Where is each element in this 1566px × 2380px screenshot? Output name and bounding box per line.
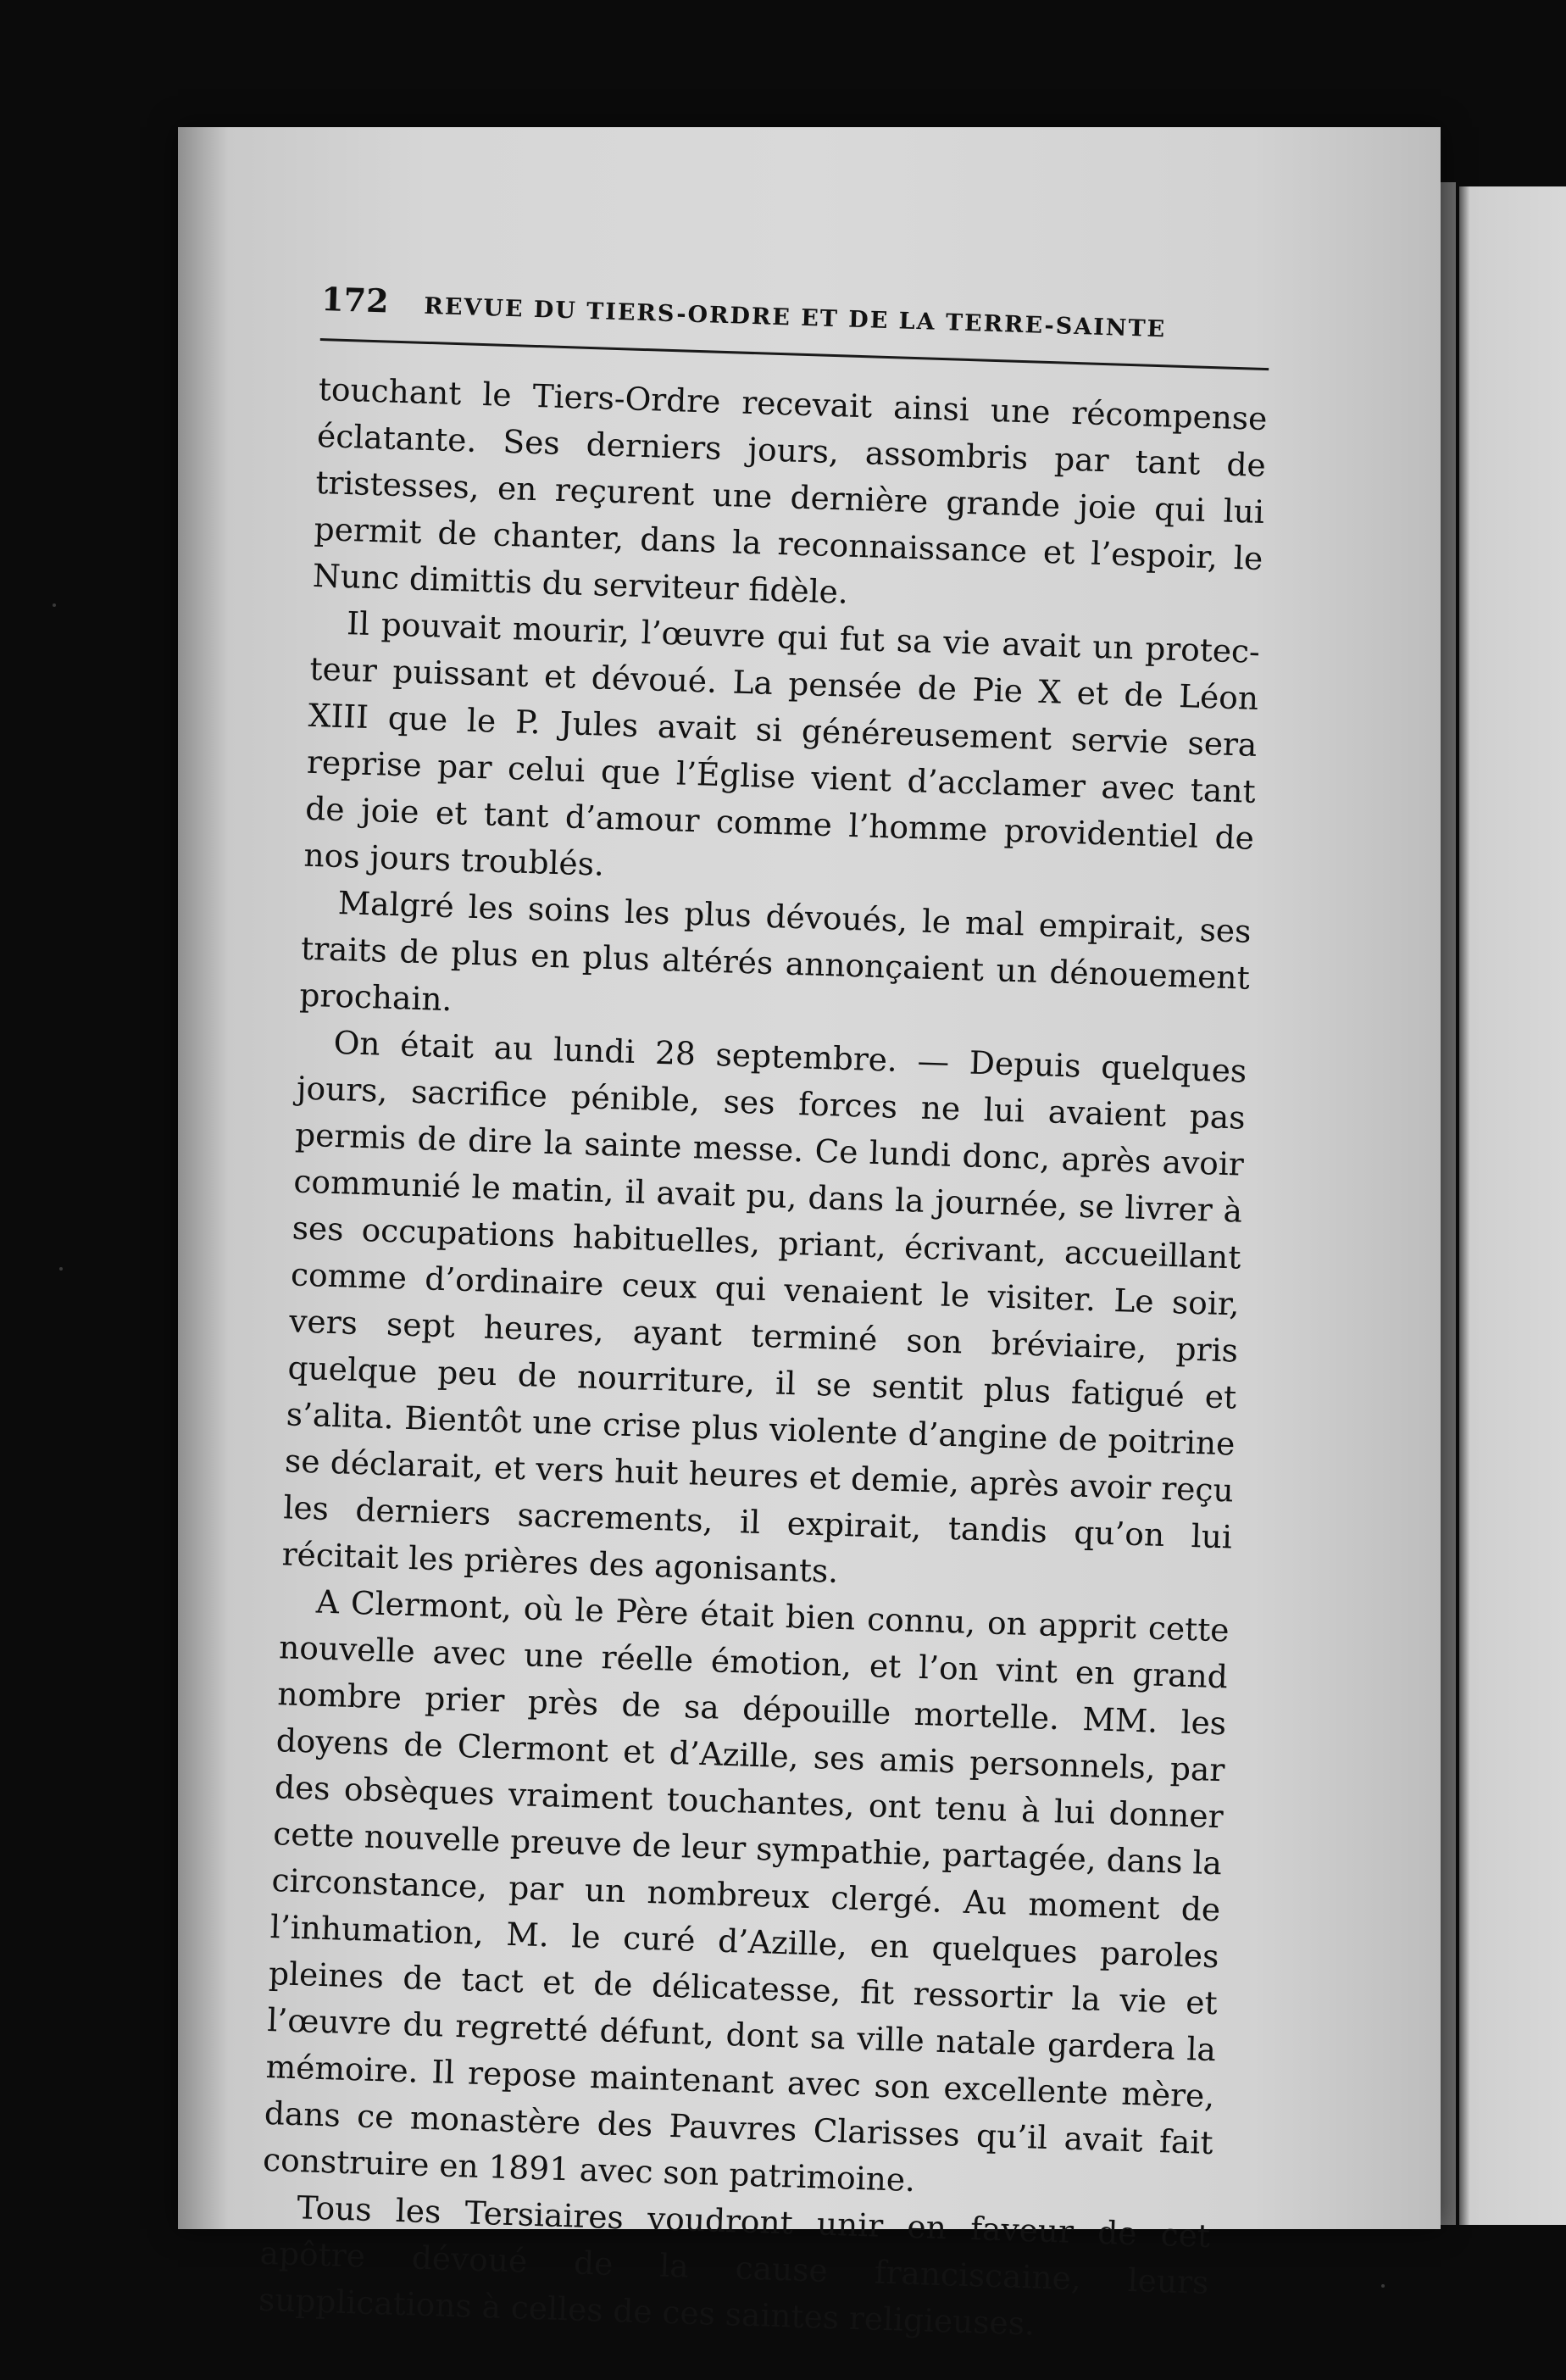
adjacent-page-edge xyxy=(1459,186,1566,2225)
paragraph: Tous les Tersiaires voudront unir en faveur de cet apôtre dévoué de la cause franciscaine, leurs supplications à celles de ces saintes religieuses. xyxy=(258,2188,1211,2343)
paragraph: Malgré les soins les plus dévoués, le mal empirait, ses traits de plus en plus altérés annonçaient un dénouement prochain. xyxy=(298,883,1252,1019)
running-head-title: REVUE DU TIERS-ORDRE ET DE LA TERRE-SAINTE xyxy=(423,292,1167,343)
paragraph: A Clermont, où le Père était bien connu, on apprit cette nouvelle avec une réelle émotion, et l’on vint en grand nombre prier près de sa dépouille mortelle. MM. les doyens de Clermont et d’Azille, ses amis personnels, par des obsèques vraiment touchantes, ont tenu à lui donner cette nouvelle preuve de leur sympathie, partagée, dans la circonstance, par un nombreux clergé. Au moment de l’inhumation, M. le curé d’Azille, en quelques paroles pleines de tact et de délicatesse, fit ressortir la vie et l’œuvre du regretté défunt, dont sa ville natale gardera la mémoire. Il repose maintenant avec son excellente mère, dans ce monastère des Pauvres Clarisses qu’il avait fait construire en 1891 avec son patrimoine. xyxy=(262,1582,1230,2199)
page-content xyxy=(258,280,1270,2353)
page-number: 172 xyxy=(320,280,390,320)
running-head xyxy=(320,280,1271,370)
film-speck xyxy=(1381,2284,1385,2288)
scanned-page xyxy=(178,127,1441,2343)
paragraph: Il pouvait mourir, l’œuvre qui fut sa vie avait un protecteur puissant et dévoué. La pensée de Pie X et de Léon XIII que le P. Jules avait si généreusement servie sera reprise par celui que l’Église vient d’acclamer avec tant de joie et tant d’amour comme l’homme providentiel de nos jours troublés. xyxy=(303,604,1261,883)
paragraph: On était au lundi 28 septembre. — Depuis quelques jours, sacrifice pénible, ses forces ne lui avaient pas permis de dire la sainte messe. Ce lundi donc, après avoir communié le matin, il avait pu, dans la journée, se livrer à ses occupations habituelles, priant, écrivant, accueillant comme d’ordinaire ceux qui venaient le visiter. Le soir, vers sept heures, ayant terminé son bréviaire, pris quelque peu de nourriture, il se sentit plus fatigué et s’alita. Bientôt une crise plus violente d’angine de poitrine se déclarait, et vers huit heures et demie, après avoir reçu les derniers sacrements, il expirait, tandis qu’on lui récitait les prières des agonisants. xyxy=(281,1023,1247,1590)
article-body xyxy=(258,366,1268,2353)
film-speck xyxy=(59,1267,63,1271)
paragraph: touchant le Tiers-Ordre recevait ainsi une récompense éclatante. Ses derniers jours, assombris par tant de tristesses, en reçurent une dernière grande joie qui lui permit de chanter, dans la reconnaissance et l’espoir, le Nunc dimittis du serviteur fidèle. xyxy=(312,370,1269,611)
film-speck xyxy=(53,603,56,607)
